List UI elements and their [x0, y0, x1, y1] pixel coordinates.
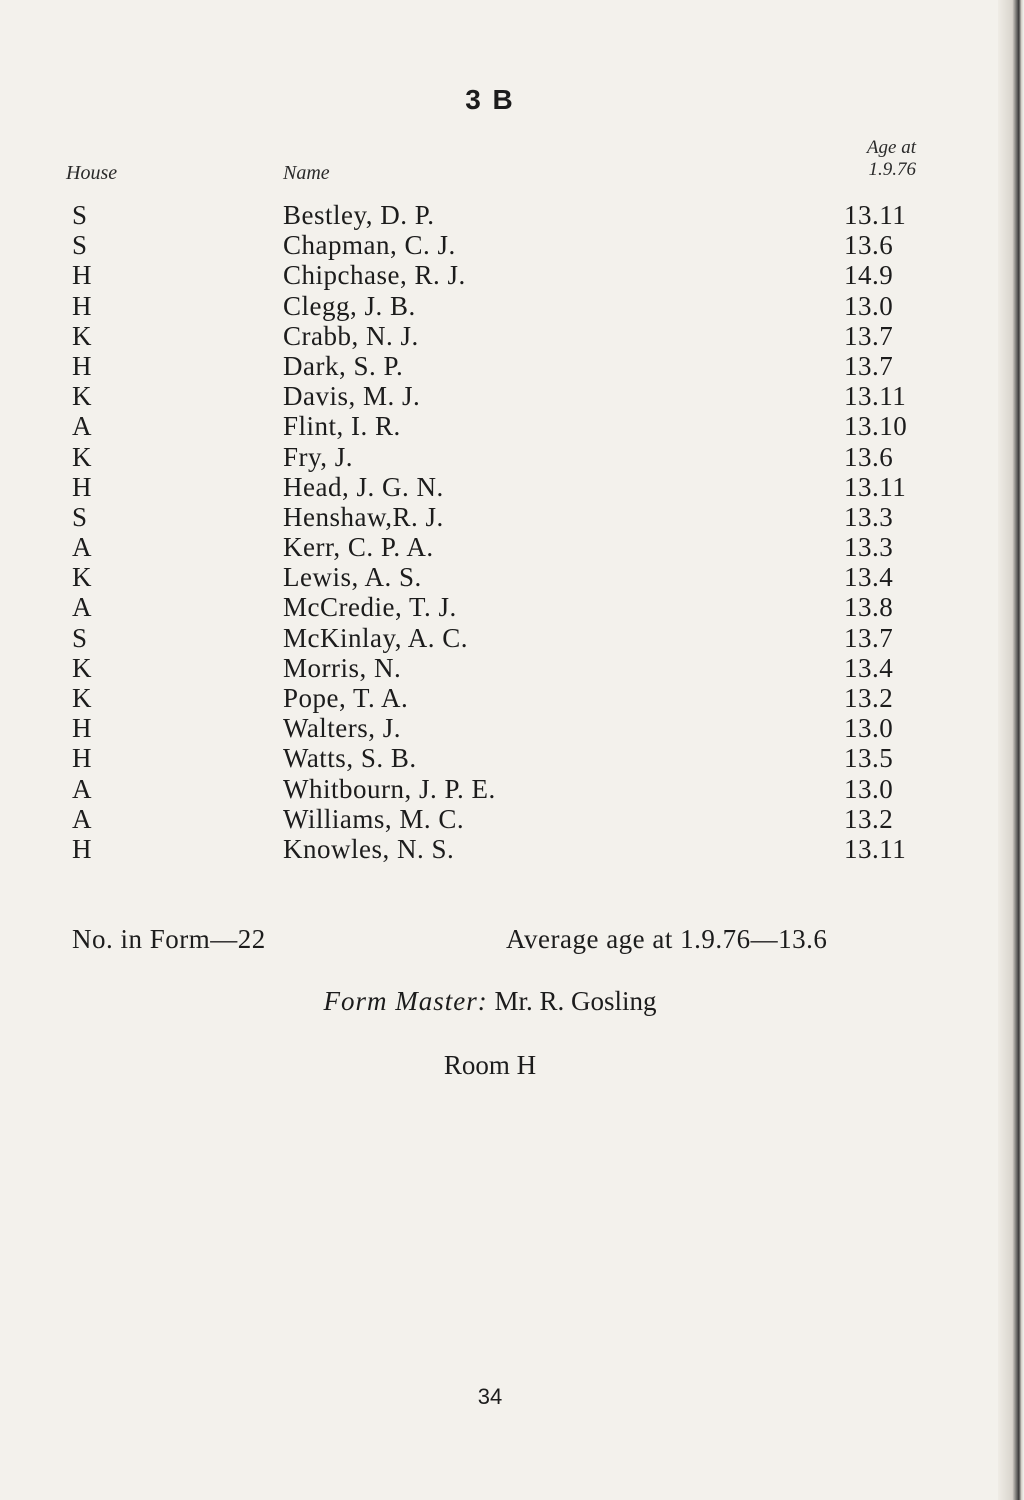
header-age-line2: 1.9.76	[868, 159, 916, 180]
student-name: Lewis, A. S.	[283, 562, 422, 593]
student-age: 13.7	[844, 622, 894, 653]
student-age: 13.11	[844, 381, 907, 412]
student-row	[0, 260, 980, 290]
form-count: No. in Form—22	[72, 924, 266, 954]
student-age: 14.9	[844, 260, 894, 291]
form-master-label: Form Master:	[323, 986, 488, 1016]
student-house: A	[72, 411, 92, 442]
student-age: 13.2	[844, 803, 894, 834]
header-age-line1: Age at	[866, 137, 916, 158]
student-row	[0, 472, 980, 502]
student-house: A	[72, 532, 92, 563]
student-house: A	[72, 803, 92, 834]
student-name: Morris, N.	[283, 652, 402, 683]
student-age: 13.4	[844, 562, 894, 593]
student-name: Walters, J.	[283, 713, 402, 744]
student-name: Dark, S. P.	[283, 350, 404, 381]
student-age: 13.0	[844, 713, 894, 744]
student-name: Williams, M. C.	[283, 803, 465, 834]
student-house: S	[72, 230, 88, 261]
student-age: 13.6	[844, 230, 894, 261]
student-row	[0, 291, 980, 321]
student-age: 13.6	[844, 441, 894, 472]
student-row	[0, 442, 980, 472]
form-master-name: Mr. R. Gosling	[494, 986, 657, 1016]
student-roster	[0, 200, 980, 864]
student-house: S	[72, 501, 88, 532]
student-row	[0, 351, 980, 381]
student-row	[0, 834, 980, 864]
student-house: A	[72, 592, 92, 623]
room: Room H	[443, 1050, 537, 1080]
student-row	[0, 532, 980, 562]
page-number: 34	[477, 1384, 503, 1409]
header-name: Name	[283, 162, 330, 184]
student-row	[0, 743, 980, 773]
student-name: McCredie, T. J.	[283, 592, 457, 623]
student-name: Henshaw,R. J.	[283, 501, 444, 532]
student-age: 13.3	[844, 501, 894, 532]
student-house: H	[72, 471, 92, 502]
average-age: Average age at 1.9.76—13.6	[506, 924, 828, 954]
student-age: 13.5	[844, 743, 894, 774]
form-title: 3 B	[465, 84, 515, 115]
student-house: A	[72, 773, 92, 804]
student-age: 13.11	[844, 200, 907, 230]
student-row	[0, 623, 980, 653]
student-house: K	[72, 652, 92, 683]
student-name: McKinlay, A. C.	[283, 622, 468, 653]
student-row	[0, 502, 980, 532]
student-name: Head, J. G. N.	[283, 471, 444, 502]
student-row	[0, 713, 980, 743]
student-age: 13.3	[844, 532, 894, 563]
student-house: H	[72, 290, 92, 321]
student-house: K	[72, 320, 92, 351]
student-house: S	[72, 200, 88, 230]
student-row	[0, 804, 980, 834]
student-house: K	[72, 441, 92, 472]
student-house: K	[72, 683, 92, 713]
student-name: Davis, M. J.	[283, 381, 421, 412]
student-name: Bestley, D. P.	[283, 200, 435, 230]
student-name: Whitbourn, J. P. E.	[283, 773, 496, 804]
student-age: 13.7	[844, 320, 894, 351]
student-row	[0, 381, 980, 411]
student-age: 13.7	[844, 350, 894, 381]
student-name: Fry, J.	[283, 441, 354, 472]
student-house: K	[72, 562, 92, 593]
student-row	[0, 230, 980, 260]
student-row	[0, 683, 980, 713]
student-house: H	[72, 713, 92, 744]
student-name: Flint, I. R.	[283, 411, 401, 442]
student-house: K	[72, 381, 92, 412]
student-house: S	[72, 622, 88, 653]
student-row	[0, 411, 980, 441]
student-name: Pope, T. A.	[283, 683, 409, 713]
student-row	[0, 592, 980, 622]
student-row	[0, 774, 980, 804]
student-name: Clegg, J. B.	[283, 290, 416, 321]
page-binding-edge	[998, 0, 1024, 1500]
student-age: 13.8	[844, 592, 894, 623]
student-age: 13.0	[844, 773, 894, 804]
student-name: Kerr, C. P. A.	[283, 532, 434, 563]
student-house: H	[72, 743, 92, 774]
student-age: 13.11	[844, 471, 907, 502]
student-name: Chapman, C. J.	[283, 230, 456, 261]
student-row	[0, 321, 980, 351]
header-house: House	[66, 162, 118, 184]
form-master	[0, 986, 980, 1017]
student-name: Watts, S. B.	[283, 743, 417, 774]
student-house: H	[72, 833, 92, 864]
student-row	[0, 653, 980, 683]
student-age: 13.10	[844, 411, 908, 442]
student-age: 13.4	[844, 652, 894, 683]
student-age: 13.2	[844, 683, 894, 713]
header-age	[820, 137, 916, 181]
student-age: 13.0	[844, 290, 894, 321]
student-house: H	[72, 260, 92, 291]
student-row	[0, 562, 980, 592]
student-age: 13.11	[844, 833, 907, 864]
student-name: Crabb, N. J.	[283, 320, 419, 351]
student-row	[0, 200, 980, 230]
student-name: Chipchase, R. J.	[283, 260, 466, 291]
student-name: Knowles, N. S.	[283, 833, 455, 864]
student-house: H	[72, 350, 92, 381]
